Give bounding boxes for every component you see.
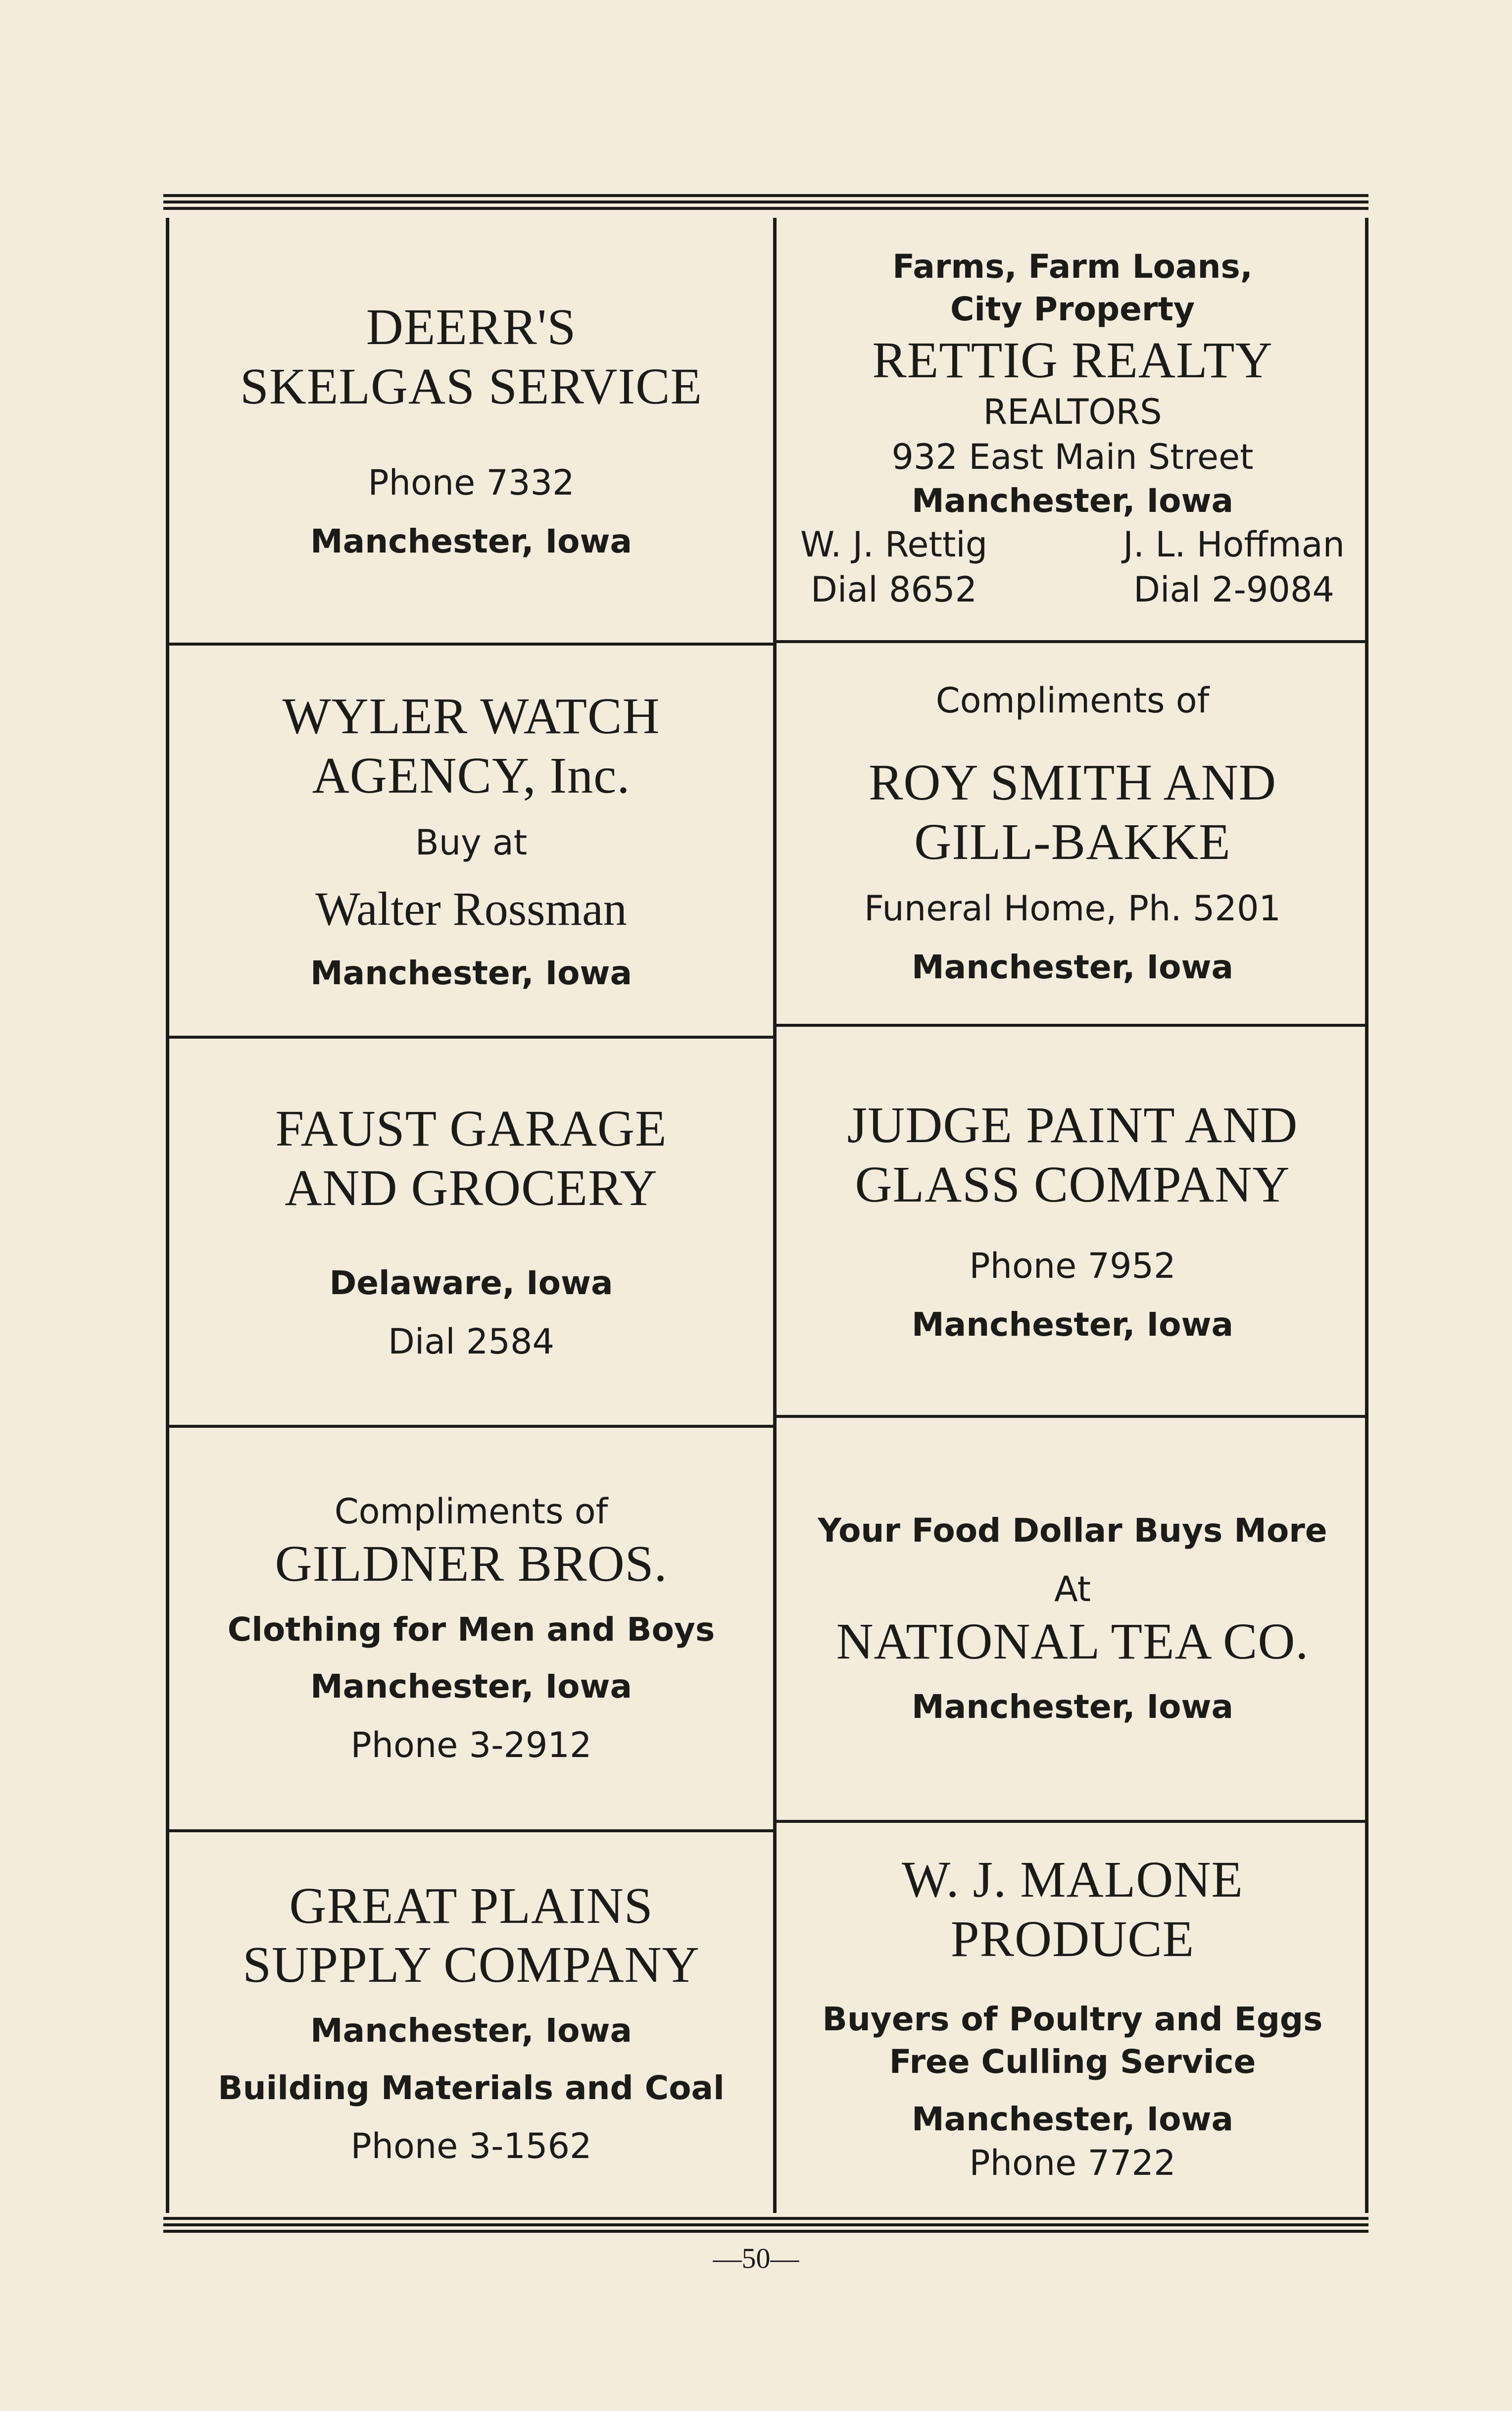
ad-wyler-watch	[169, 646, 773, 1036]
ad-judge-paint	[777, 1027, 1368, 1415]
ad-dealer: Walter Rossman	[315, 882, 627, 935]
agent-name: J. L. Hoffman	[1123, 524, 1345, 565]
ad-subtitle: REALTORS	[983, 392, 1162, 433]
ad-name: DEERR'S	[366, 299, 577, 355]
ad-faust-garage	[169, 1039, 773, 1425]
ad-name: PRODUCE	[950, 1910, 1195, 1967]
ad-deerrs-skelgas	[169, 218, 773, 643]
advertisement-grid	[166, 218, 1368, 2213]
ad-business: Free Culling Service	[889, 2043, 1256, 2081]
ad-city: Manchester, Iowa	[310, 522, 632, 561]
ad-city: Manchester, Iowa	[310, 1667, 632, 1706]
ad-roy-smith-gill-bakke	[777, 643, 1368, 1024]
ad-great-plains-supply	[169, 1832, 773, 2213]
ad-phone: Phone 3-1562	[350, 2126, 592, 2167]
ad-city: Manchester, Iowa	[310, 954, 632, 992]
ad-name: SKELGAS SERVICE	[240, 357, 703, 415]
ad-name: FAUST GARAGE	[275, 1100, 667, 1157]
ad-name: ROY SMITH AND	[869, 754, 1276, 811]
ad-city: Manchester, Iowa	[912, 482, 1233, 520]
ad-name: W. J. MALONE	[902, 1851, 1243, 1909]
agent-name: W. J. Rettig	[800, 524, 988, 565]
ad-city: Manchester, Iowa	[310, 2011, 632, 2050]
ad-name: JUDGE PAINT AND	[847, 1097, 1298, 1154]
ad-name: NATIONAL TEA CO.	[836, 1612, 1309, 1670]
ad-tagline: Farms, Farm Loans,	[892, 248, 1253, 286]
agent-entry	[800, 522, 987, 612]
ad-name: GILL-BAKKE	[914, 813, 1231, 870]
ad-name: AND GROCERY	[285, 1159, 658, 1216]
ad-compliments: Compliments of	[935, 680, 1210, 721]
ad-compliments: Compliments of	[334, 1491, 608, 1532]
ad-name: RETTIG REALTY	[872, 331, 1273, 389]
agent-list	[800, 522, 1345, 612]
ad-phone: Phone 3-2912	[350, 1725, 592, 1766]
ad-tagline: Your Food Dollar Buys More	[818, 1511, 1327, 1550]
ad-business: Buyers of Poultry and Eggs	[822, 2000, 1323, 2039]
ad-name: GILDNER BROS.	[275, 1535, 668, 1592]
ad-gildner-bros	[169, 1428, 773, 1829]
ad-name: SUPPLY COMPANY	[243, 1936, 700, 1994]
ad-name: AGENCY, Inc.	[312, 747, 631, 804]
ad-business: Building Materials and Coal	[218, 2068, 725, 2107]
ad-national-tea	[777, 1418, 1368, 1820]
agent-dial: Dial 8652	[811, 569, 977, 610]
ad-city: Manchester, Iowa	[912, 948, 1233, 987]
ad-phone: Phone 7722	[969, 2142, 1176, 2183]
ad-phone: Phone 7952	[969, 1246, 1176, 1287]
ad-text: At	[1054, 1568, 1091, 1609]
agent-dial: Dial 2-9084	[1133, 569, 1335, 610]
ad-city: Manchester, Iowa	[912, 1306, 1233, 1344]
top-double-rule	[163, 194, 1368, 211]
ad-name: WYLER WATCH	[282, 688, 660, 745]
agent-entry	[1123, 522, 1345, 612]
ad-rettig-realty	[777, 218, 1368, 640]
ad-name: GREAT PLAINS	[289, 1877, 653, 1934]
ad-address: 932 East Main Street	[891, 437, 1254, 478]
ad-malone-produce	[777, 1823, 1368, 2213]
ad-phone: Phone 7332	[368, 462, 575, 503]
ad-name: GLASS COMPANY	[855, 1155, 1290, 1213]
ad-city: Manchester, Iowa	[912, 2100, 1233, 2138]
ad-dial: Dial 2584	[388, 1321, 555, 1362]
bottom-double-rule	[163, 2217, 1368, 2234]
page-number: —50—	[713, 2242, 799, 2274]
column-divider	[773, 218, 777, 2213]
ad-business: Clothing for Men and Boys	[227, 1610, 715, 1649]
ad-business: Funeral Home, Ph. 5201	[864, 888, 1281, 929]
ad-tagline: City Property	[950, 290, 1195, 328]
ad-city: Delaware, Iowa	[329, 1264, 613, 1303]
ad-text: Buy at	[415, 822, 528, 863]
ad-city: Manchester, Iowa	[912, 1688, 1233, 1726]
